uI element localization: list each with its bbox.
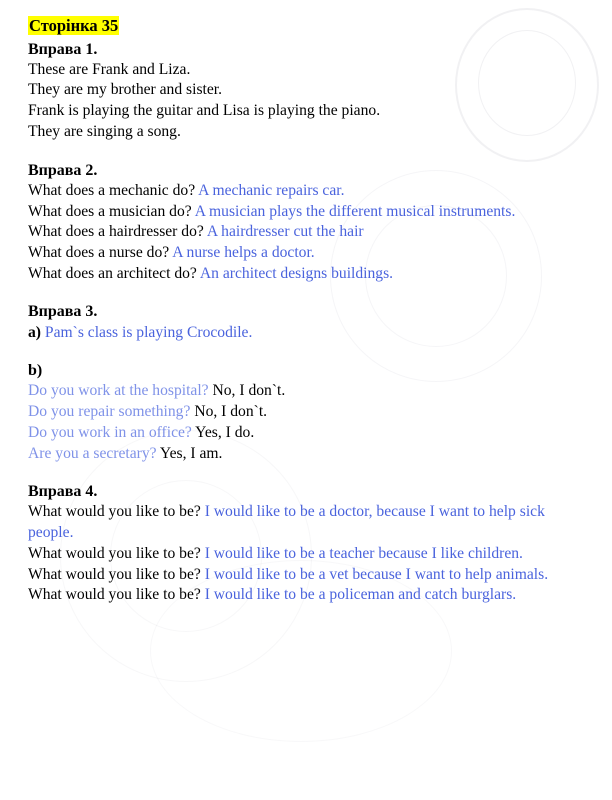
part-a-label: a) <box>28 323 41 341</box>
answer-text: Yes, I am. <box>159 444 223 462</box>
exercise-3b-line-4 <box>28 444 586 465</box>
exercise-2-line-2 <box>28 202 586 223</box>
question-text: Do you work at the hospital? <box>28 382 209 400</box>
exercise-3-part-a <box>28 323 586 344</box>
answer-text: No, I don`t. <box>194 403 268 421</box>
question-text: Do you repair something? <box>28 403 191 421</box>
question-text: Do you work in an office? <box>28 423 192 441</box>
answer-text: Yes, I do. <box>195 423 255 441</box>
exercise-3b-line-2 <box>28 402 586 423</box>
page-title-wrap <box>28 16 586 37</box>
exercise-3b-line-1 <box>28 381 586 402</box>
exercise-3b-line-3 <box>28 423 586 444</box>
answer-text: A mechanic repairs car. <box>198 181 345 199</box>
answer-text: A hairdresser cut the hair <box>206 223 364 241</box>
question-text: What would you like to be? <box>28 503 201 521</box>
part-b-label: b) <box>28 362 43 380</box>
answer-text: I would like to be a doctor, because I want to help sick people. <box>28 503 545 542</box>
exercise-4-line-1 <box>28 502 586 543</box>
answer-text: An architect designs buildings. <box>199 264 394 282</box>
exercise-4-line-4 <box>28 585 586 606</box>
answer-text: I would like to be a vet because I want to help animals. <box>204 565 549 583</box>
exercise-3-heading: Вправа 3. <box>28 303 98 321</box>
answer-text: I would like to be a policeman and catch burglars. <box>204 586 517 604</box>
question-text: What does a hairdresser do? <box>28 223 204 241</box>
exercise-4-line-2 <box>28 544 586 565</box>
exercise-1-line-2 <box>28 80 586 101</box>
question-text: They are my brother and sister. <box>28 81 222 99</box>
question-text: Are you a secretary? <box>28 444 157 462</box>
answer-text: I would like to be a teacher because I like children. <box>204 544 523 562</box>
exercise-1-line-1 <box>28 60 586 81</box>
exercise-1-line-4 <box>28 122 586 143</box>
exercise-4-line-3 <box>28 565 586 586</box>
question-text: What does a musician do? <box>28 202 192 220</box>
answer-text: Pam`s class is playing Crocodile. <box>44 323 253 341</box>
answer-text: A musician plays the different musical instruments. <box>194 202 516 220</box>
exercise-1-heading: Вправа 1. <box>28 40 98 58</box>
exercise-2-line-5 <box>28 264 586 285</box>
exercise-2-line-1 <box>28 181 586 202</box>
question-text: What does a mechanic do? <box>28 181 196 199</box>
question-text: What would you like to be? <box>28 565 201 583</box>
question-text: Frank is playing the guitar and Lisa is playing the piano. <box>28 102 381 120</box>
page-title: Сторінка 35 <box>29 16 119 35</box>
question-text: What does a nurse do? <box>28 243 170 261</box>
exercise-2-heading: Вправа 2. <box>28 161 98 179</box>
question-text: What would you like to be? <box>28 544 201 562</box>
answer-text: A nurse helps a doctor. <box>172 243 315 261</box>
exercise-2-line-3 <box>28 222 586 243</box>
question-text: What would you like to be? <box>28 586 201 604</box>
question-text: These are Frank and Liza. <box>28 60 191 78</box>
answer-text: No, I don`t. <box>212 382 286 400</box>
exercise-2-line-4 <box>28 243 586 264</box>
question-text: They are singing a song. <box>28 122 181 140</box>
question-text: What does an architect do? <box>28 264 197 282</box>
exercise-1-line-3 <box>28 101 586 122</box>
exercise-4-heading: Вправа 4. <box>28 483 98 501</box>
